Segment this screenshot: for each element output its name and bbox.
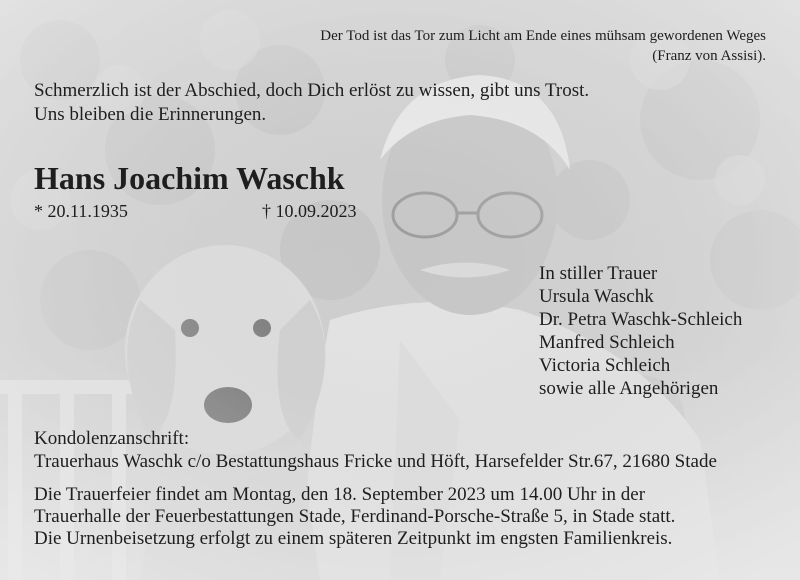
mourners-list [539,262,742,400]
condolence-address: Trauerhaus Waschk c/o Bestattungshaus Fricke und Höft, Harsefelder Str.67, 21680 Stade [34,451,717,472]
birth-date: * 20.11.1935 [34,201,128,221]
condolence-label: Kondolenzanschrift: [34,428,190,449]
mourner-name: Manfred Schleich [539,332,675,353]
mourners-heading: In stiller Trauer [539,263,658,284]
intro-line-1: Schmerzlich ist der Abschied, doch Dich erlöst zu wissen, gibt uns Trost. [34,80,590,101]
quote-attribution: (Franz von Assisi). [652,48,766,64]
intro-text [34,79,589,127]
mourner-name: sowie alle Angehörigen [539,378,719,399]
ceremony-line: Trauerhalle der Feuerbestattungen Stade, Ferdinand-Porsche-Straße 5, in Stade statt. [34,506,676,527]
intro-line-2: Uns bleiben die Erinnerungen. [34,104,267,125]
death-date: † 10.09.2023 [262,201,357,221]
quote [320,26,766,66]
quote-text: Der Tod ist das Tor zum Licht am Ende eines mühsam gewordenen Weges [320,28,766,44]
deceased-name: Hans Joachim Waschk [34,160,345,196]
ceremony-line: Die Urnenbeisetzung erfolgt zu einem späteren Zeitpunkt im engsten Familienkreis. [34,528,673,549]
mourner-name: Victoria Schleich [539,355,671,376]
mourner-name: Ursula Waschk [539,286,654,307]
ceremony-line: Die Trauerfeier findet am Montag, den 18. September 2023 um 14.00 Uhr in der [34,484,646,505]
ceremony-info [34,484,675,550]
mourner-name: Dr. Petra Waschk-Schleich [539,309,743,330]
